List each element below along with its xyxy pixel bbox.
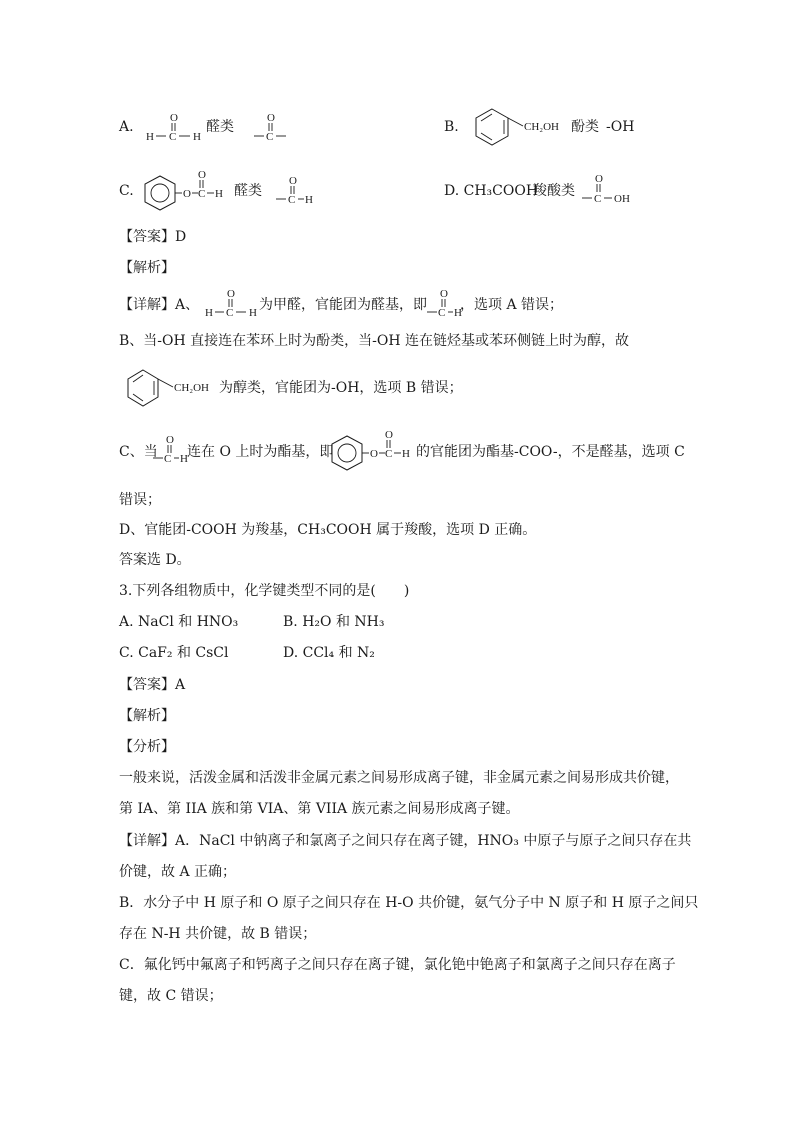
q3-question: 3.下列各组物质中，化学键类型不同的是( ): [119, 583, 410, 599]
option-b-letter: B.: [444, 119, 459, 135]
svg-text:H: H: [193, 131, 201, 143]
svg-text:O: O: [183, 188, 191, 200]
svg-text:H: H: [402, 448, 410, 460]
q3-detail-c-line1: C．氟化钙中氟离子和钙离子之间只存在离子键，氯化铯中铯离子和氯离子之间只存在离子: [119, 957, 676, 973]
q2-detail-a-mid: 为甲醛，官能团为醛基，即: [259, 297, 427, 313]
svg-text:CH₂OH: CH₂OH: [174, 382, 210, 394]
formaldehyde-inline: [205, 288, 261, 318]
svg-text:C: C: [385, 448, 393, 460]
option-d-text: D. CH₃COOH: [444, 183, 539, 199]
svg-text:O: O: [385, 429, 393, 441]
q3-fenxi-line1: 一般来说，活泼金属和活泼非金属元素之间易形成离子键，非金属元素之间易形成共价键，: [119, 770, 679, 786]
q3-fenxi-heading: 【分析】: [119, 739, 175, 755]
svg-text:C: C: [164, 453, 172, 465]
q2-detail-c-prefix: C、当: [119, 444, 158, 460]
svg-text:C: C: [288, 194, 296, 206]
svg-text:C: C: [169, 131, 177, 143]
svg-text:O: O: [267, 112, 275, 124]
svg-text:O: O: [198, 169, 206, 181]
formaldehyde-structure: [146, 112, 206, 142]
q2-detail-c-wrap: 错误；: [119, 492, 161, 508]
q3-option-b: B. H₂O 和 NH₃: [283, 614, 385, 630]
svg-text:O: O: [440, 288, 448, 300]
option-b-func: -OH: [606, 119, 635, 135]
q2-analysis-heading: 【解析】: [119, 260, 175, 276]
atom-o: O: [170, 112, 178, 124]
svg-text:H: H: [454, 307, 462, 319]
aldehyde-group: [276, 175, 316, 207]
q2-detail-a-end: ，选项 A 错误；: [460, 297, 564, 313]
svg-text:H: H: [146, 131, 154, 143]
carboxyl-group: [582, 172, 642, 206]
option-c-class: 醛类: [234, 183, 262, 199]
svg-text:OH: OH: [614, 193, 630, 205]
q2-conclusion: 答案选 D。: [119, 552, 191, 568]
benzyl-alcohol-inline: [123, 368, 223, 406]
q3-option-a: A. NaCl 和 HNO₃: [119, 614, 239, 630]
q2-detail-c-end: 的官能团为酯基-COO-，不是醛基，选项 C: [416, 444, 685, 460]
q3-fenxi-line2: 第 IA、第 IIA 族和第 VIA、第 VIIA 族元素之间易形成离子键。: [119, 801, 520, 817]
q2-detail-c-mid: 连在 O 上时为酯基，即: [187, 444, 334, 460]
q3-answer: 【答案】A: [119, 677, 186, 693]
q2-answer: 【答案】D: [119, 229, 187, 245]
svg-text:H: H: [180, 453, 188, 465]
q3-detail-b-line2: 存在 N-H 共价键，故 B 错误；: [119, 926, 317, 942]
svg-text:CH₂OH: CH₂OH: [524, 121, 560, 133]
svg-text:O: O: [166, 434, 174, 446]
option-a-letter: A.: [119, 119, 134, 135]
svg-text:H: H: [305, 194, 313, 206]
option-c-letter: C.: [119, 183, 134, 199]
q2-detail-b-line2: 为醇类，官能团为-OH，选项 B 错误；: [219, 380, 463, 396]
q3-option-d: D. CCl₄ 和 N₂: [283, 645, 375, 661]
svg-text:C: C: [594, 193, 602, 205]
option-d-class: 羧酸类: [533, 183, 575, 199]
option-a-class: 醛类: [206, 119, 234, 135]
svg-text:C: C: [438, 307, 446, 319]
svg-text:C: C: [226, 307, 234, 319]
svg-text:O: O: [370, 448, 378, 460]
benzyl-alcohol-structure: [468, 107, 578, 145]
q3-analysis-heading: 【解析】: [119, 708, 175, 724]
q2-detail-b-line1: B、当-OH 直接连在苯环上时为酚类，当-OH 连在链烃基或苯环侧链上时为醇，故: [119, 333, 630, 349]
phenyl-formate-structure: [140, 169, 230, 212]
svg-text:C: C: [198, 188, 206, 200]
svg-text:O: O: [289, 175, 297, 187]
q3-detail-b-line1: B．水分子中 H 原子和 O 原子之间只存在 H-O 共价键，氨气分子中 N 原子和 H 原子之间只: [119, 895, 699, 911]
svg-text:H: H: [205, 307, 213, 319]
svg-text:C: C: [266, 131, 274, 143]
svg-text:H: H: [249, 307, 257, 319]
option-b-class: 酚类: [571, 119, 599, 135]
phenyl-formate-inline: [327, 429, 417, 472]
q3-detail-a-line1: 【详解】A．NaCl 中钠离子和氯离子之间只存在离子键，HNO₃ 中原子与原子之间只存在共: [119, 833, 692, 849]
svg-text:O: O: [227, 288, 235, 300]
q3-option-c: C. CaF₂ 和 CsCl: [119, 645, 229, 661]
q3-detail-c-line2: 键，故 C 错误；: [119, 988, 223, 1004]
q2-detail-d: D、官能团-COOH 为羧基，CH₃COOH 属于羧酸，选项 D 正确。: [119, 522, 537, 538]
q2-detail-a-prefix: 【详解】A、: [119, 297, 200, 313]
svg-text:H: H: [215, 188, 223, 200]
svg-text:O: O: [595, 173, 603, 185]
q3-detail-a-line2: 价键，故 A 正确；: [119, 864, 237, 880]
carbonyl-group: [254, 112, 294, 142]
